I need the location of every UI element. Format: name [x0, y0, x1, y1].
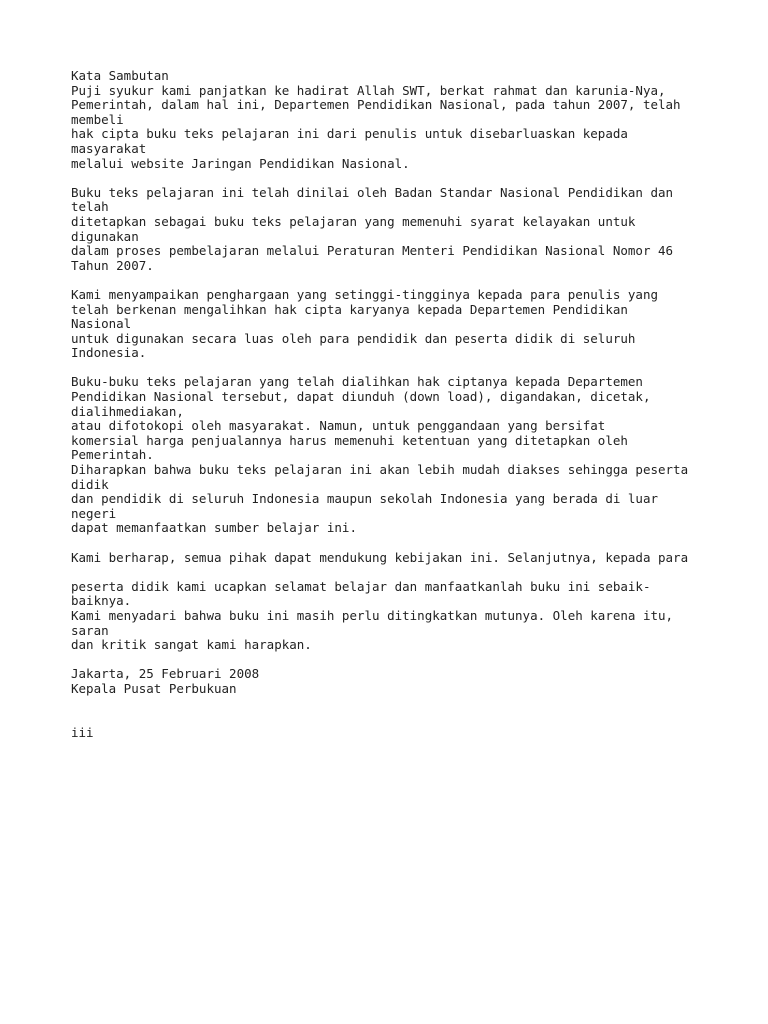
paragraph-line: komersial harga penjualannya harus memenuhi ketentuan yang ditetapkan oleh	[71, 432, 628, 448]
paragraph-line: Kami menyampaikan penghargaan yang setinggi-tingginya kepada para penulis yang	[71, 286, 658, 302]
paragraph-gap	[71, 171, 711, 186]
paragraph-line: Jakarta, 25 Februari 2008	[71, 666, 260, 682]
page-number: iii	[71, 724, 94, 740]
paragraph	[71, 580, 711, 653]
paragraph-gap	[71, 653, 711, 668]
paragraph-line: digunakan	[71, 228, 139, 244]
paragraph-gap	[71, 273, 711, 288]
paragraph-line: negeri	[71, 505, 117, 521]
paragraph-line: saran	[71, 622, 109, 638]
paragraph	[71, 667, 711, 696]
document-title: Kata Sambutan	[71, 68, 169, 83]
paragraph-line: melalui website Jaringan Pendidikan Nasional.	[71, 155, 410, 171]
spacer	[71, 697, 711, 726]
paragraph-line: dalam proses pembelajaran melalui Peraturan Menteri Pendidikan Nasional Nomor 46	[71, 243, 674, 259]
paragraph-line: Puji syukur kami panjatkan ke hadirat Allah SWT, berkat rahmat dan karunia-Nya,	[71, 82, 666, 98]
paragraph-line: atau difotokopi oleh masyarakat. Namun, untuk penggandaan yang bersifat	[71, 418, 606, 434]
paragraph-line: Nasional	[71, 316, 132, 332]
paragraph-line: Buku teks pelajaran ini telah dinilai oleh Badan Standar Nasional Pendidikan dan	[71, 184, 674, 200]
paragraph-line: membeli	[71, 111, 124, 127]
paragraph-line: Buku-buku teks pelajaran yang telah dialihkan hak ciptanya kepada Departemen	[71, 374, 643, 390]
paragraph-line: Kepala Pusat Perbukuan	[71, 680, 237, 696]
paragraph-line: ditetapkan sebagai buku teks pelajaran yang memenuhi syarat kelayakan untuk	[71, 213, 636, 229]
paragraph-line: Tahun 2007.	[71, 257, 154, 273]
paragraph-gap	[71, 361, 711, 376]
paragraph-line: dapat memanfaatkan sumber belajar ini.	[71, 520, 357, 536]
paragraph-line: baiknya.	[71, 593, 132, 609]
paragraph-line: Kami berharap, semua pihak dapat mendukung kebijakan ini. Selanjutnya, kepada para	[71, 549, 689, 565]
paragraph-line: Kami menyadari bahwa buku ini masih perlu ditingkatkan mutunya. Oleh karena itu,	[71, 607, 674, 623]
paragraph-line: telah berkenan mengalihkan hak cipta karyanya kepada Departemen Pendidikan	[71, 301, 628, 317]
paragraph-line: telah	[71, 199, 109, 215]
paragraph-line: untuk digunakan secara luas oleh para pendidik dan peserta didik di seluruh	[71, 330, 636, 346]
paragraph-line: Diharapkan bahwa buku teks pelajaran ini akan lebih mudah diakses sehingga peserta	[71, 462, 689, 478]
paragraph-line: dan pendidik di seluruh Indonesia maupun sekolah Indonesia yang berada di luar	[71, 491, 658, 507]
paragraph-line: didik	[71, 476, 109, 492]
paragraph-line: hak cipta buku teks pelajaran ini dari penulis untuk disebarluaskan kepada	[71, 126, 628, 142]
paragraph	[71, 375, 711, 536]
paragraph-line: Pemerintah.	[71, 447, 154, 463]
paragraph-line: peserta didik kami ucapkan selamat belajar dan manfaatkanlah buku ini sebaik-	[71, 578, 651, 594]
document-page	[71, 69, 711, 740]
paragraph-line: Indonesia.	[71, 345, 147, 361]
paragraph	[71, 84, 711, 172]
paragraph-line: dan kritik sangat kami harapkan.	[71, 637, 312, 653]
paragraph-gap	[71, 536, 711, 551]
paragraph	[71, 551, 711, 566]
paragraph-line: masyarakat	[71, 140, 147, 156]
document-body	[71, 84, 711, 697]
paragraph	[71, 186, 711, 274]
paragraph-line: Pendidikan Nasional tersebut, dapat diunduh (down load), digandakan, dicetak,	[71, 389, 651, 405]
paragraph-gap	[71, 565, 711, 580]
paragraph-line: dialihmediakan,	[71, 403, 184, 419]
paragraph-line: Pemerintah, dalam hal ini, Departemen Pendidikan Nasional, pada tahun 2007, telah	[71, 97, 681, 113]
paragraph	[71, 288, 711, 361]
